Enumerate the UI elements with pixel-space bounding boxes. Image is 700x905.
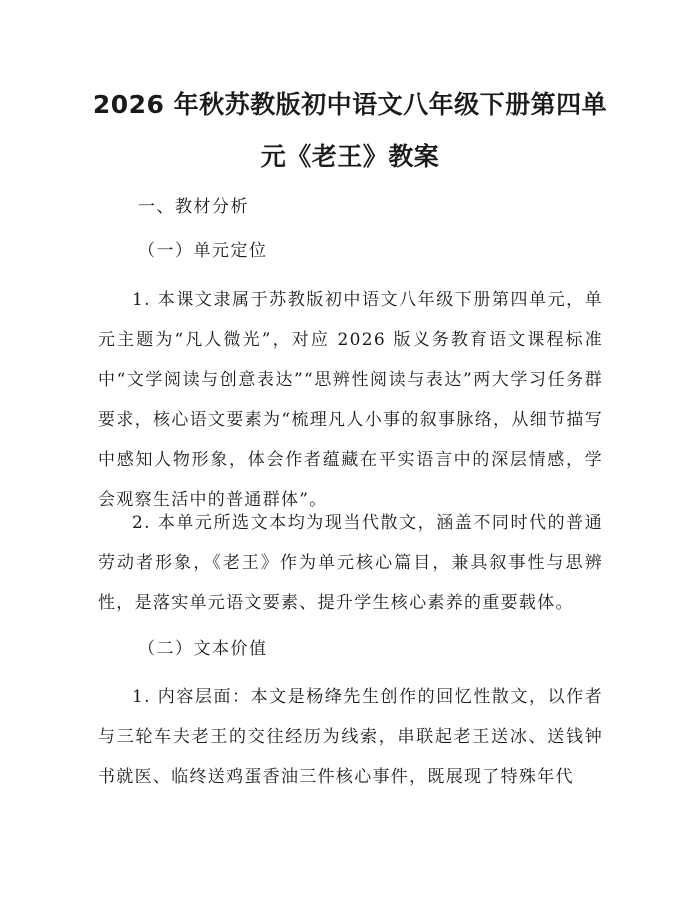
document-title [85,79,615,183]
paragraph-unit-positioning-2: 2. 本单元所选文本均为现当代散文，涵盖不同时代的普通劳动者形象，《老王》作为单元核心篇目，兼具叙事性与思辨性，是落实单元语文要素、提升学生核心素养的重要载体。 [98,513,603,613]
paragraph-unit-positioning-1: 1. 本课文隶属于苏教版初中语文八年级下册第四单元，单元主题为“凡人微光”，对应 2026 版义务教育语文课程标准中“文学阅读与创意表达”“思辨性阅读与表达”两大学习任务群要求，核心语文要素为“梳理凡人小事的叙事脉络，从细节描写中感知人物形象，体会作者蕴藏在平实语言中的深层情感，学会观察生活中的普通群体”。 [98,290,603,510]
paragraph-text-value-1: 1. 内容层面：本文是杨绛先生创作的回忆性散文，以作者与三轮车夫老王的交往经历为线索，串联起老王送冰、送钱钟书就医、临终送鸡蛋香油三件核心事件，既展现了特殊年代 [98,687,603,787]
title-line-1: 2026 年秋苏教版初中语文八年级下册第四单 [92,90,608,119]
subsection-heading-text-value: （二）文本价值 [138,639,268,659]
subsection-heading-unit-positioning: （一）单元定位 [138,241,268,261]
title-line-2: 元《老王》教案 [260,142,440,171]
section-heading-teaching-material-analysis: 一、教材分析 [138,197,249,217]
